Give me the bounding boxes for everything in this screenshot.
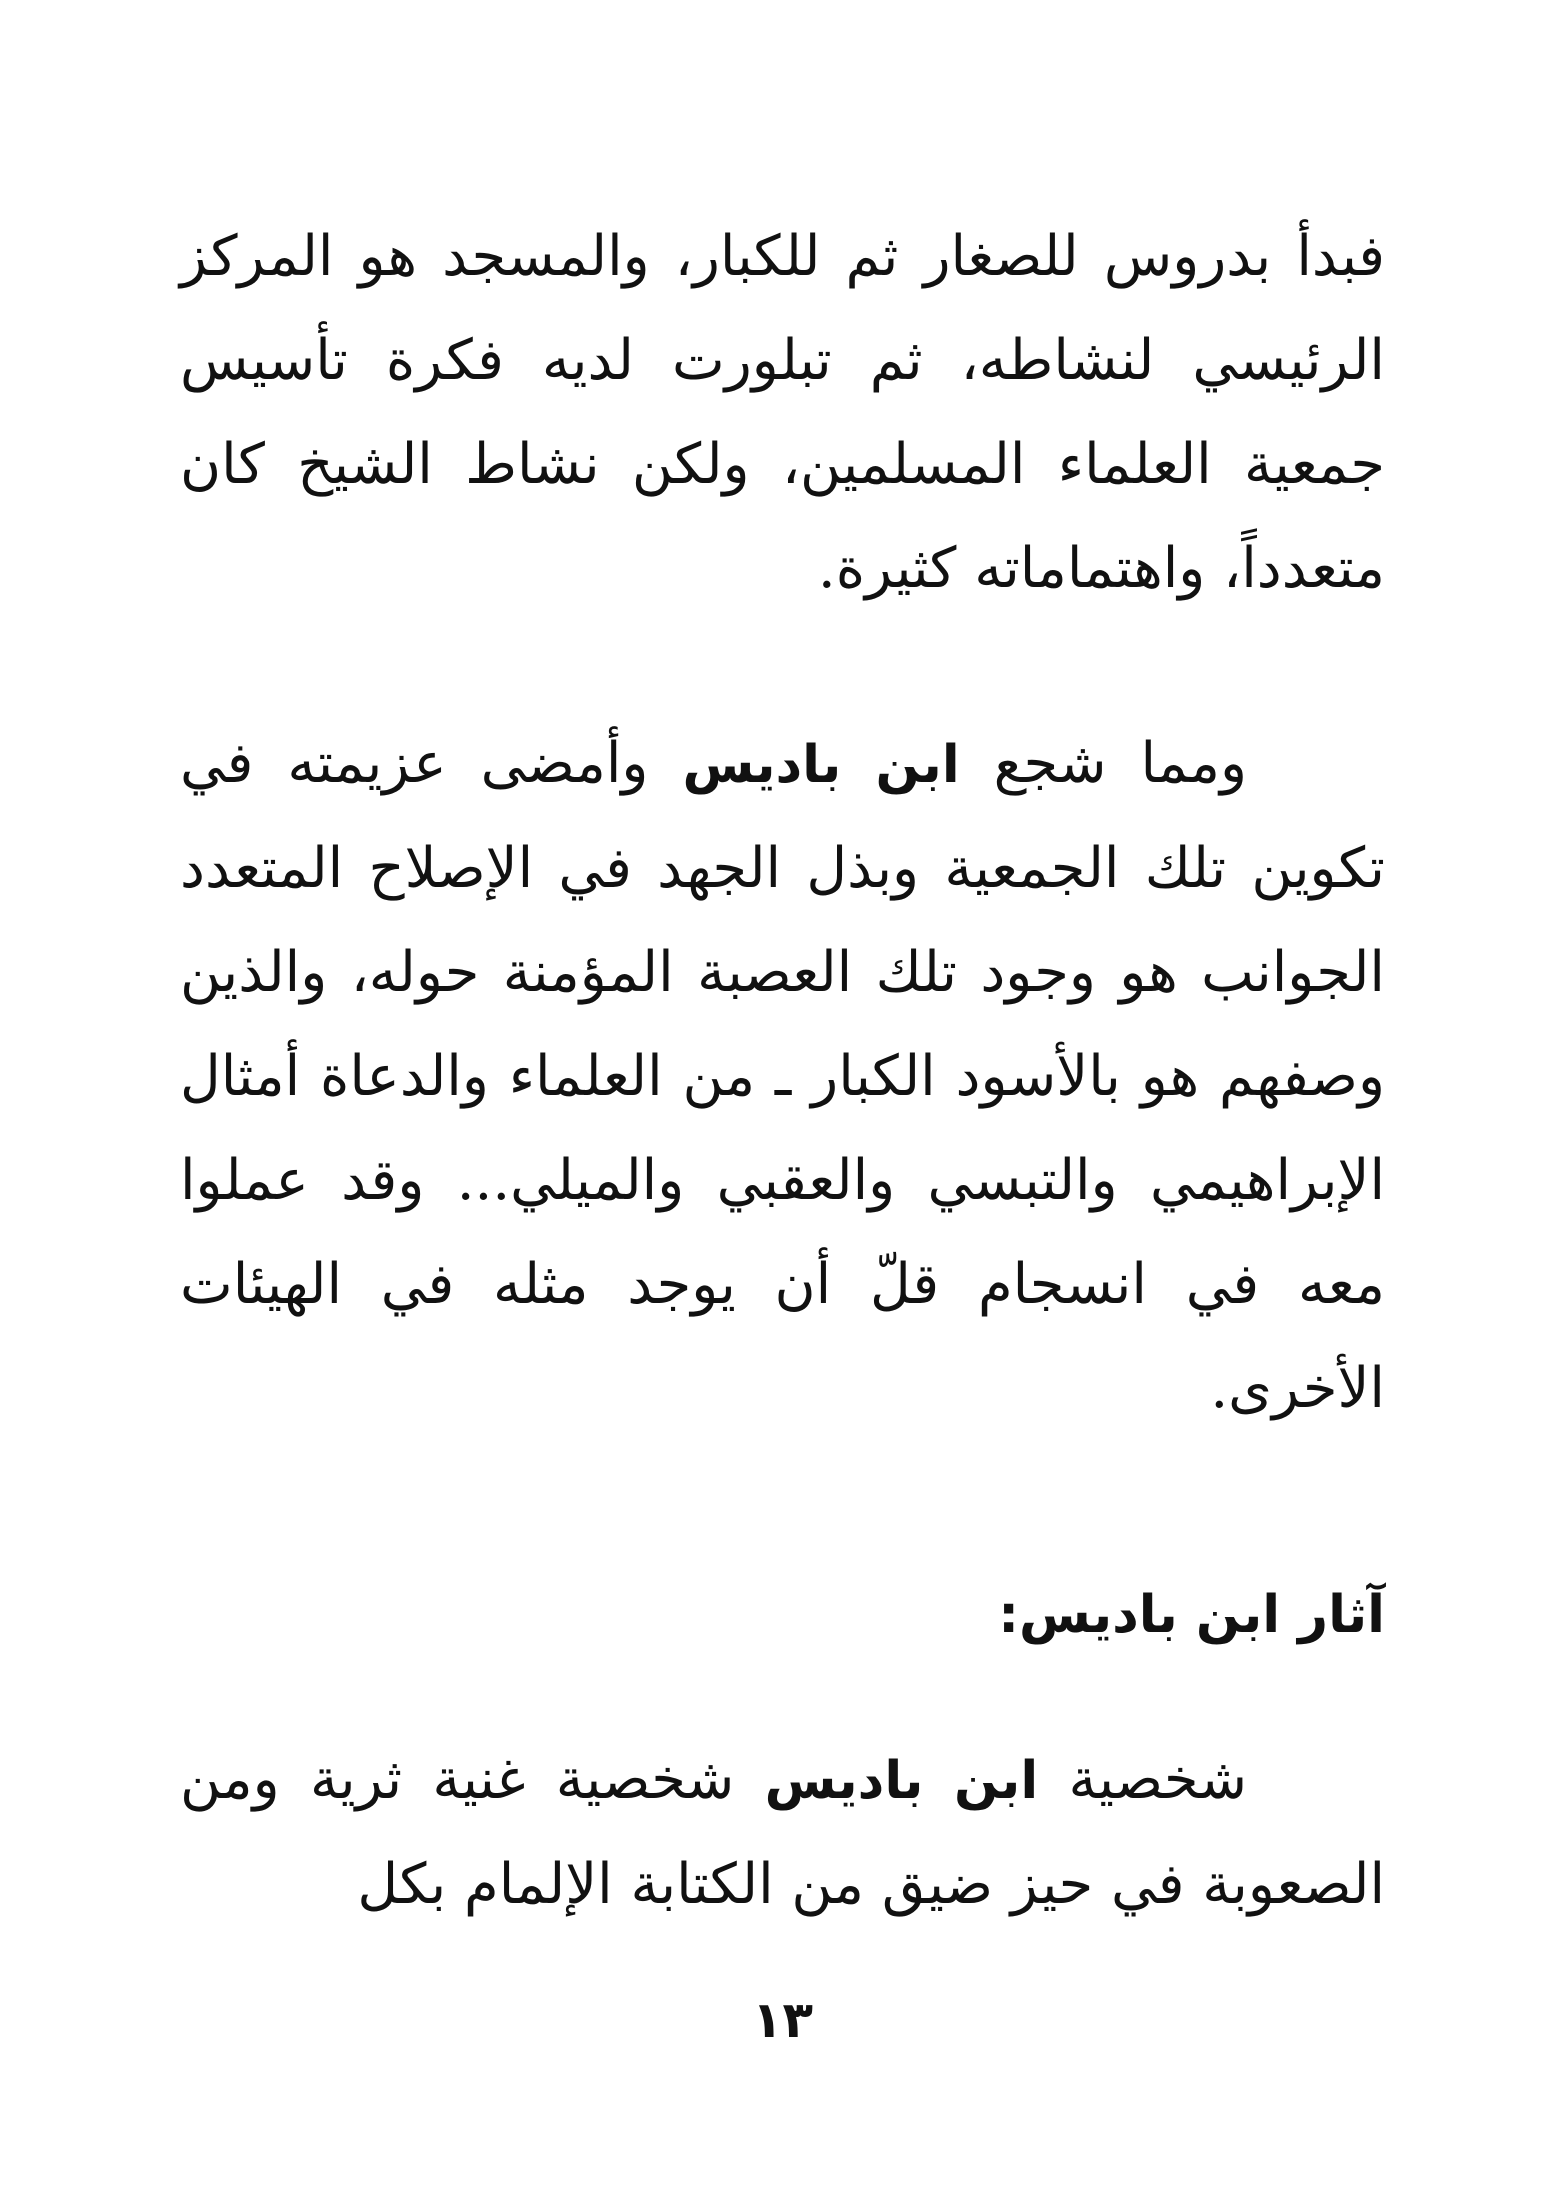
paragraph-3-text-start: شخصية [1038, 1747, 1247, 1812]
paragraph-3-text-end: شخصية غنية ثرية ومن الصعوبة في حيز ضيق من الكتابة الإلمام بكل [180, 1747, 1385, 1917]
paragraph-2-text-start: ومما شجع [959, 731, 1248, 796]
paragraph-3 [180, 1728, 1385, 1937]
paragraph-1: فبدأ بدروس للصغار ثم للكبار، والمسجد هو المركز الرئيسي لنشاطه، ثم تبلورت لديه فكرة تأسيس جمعية العلماء المسلمين، ولكن نشاط الشيخ كان متعدداً، واهتماماته كثيرة. [180, 224, 1385, 601]
paragraph-2-name: ابن باديس [682, 735, 960, 795]
paragraph-3-name: ابن باديس [764, 1751, 1039, 1811]
section-heading: آثار ابن باديس: [998, 1585, 1385, 1645]
paragraph-2-text-end: وأمضى عزيمته في تكوين تلك الجمعية وبذل الجهد في الإصلاح المتعدد الجوانب هو وجود تلك العصبة المؤمنة حوله، والذين وصفهم هو بالأسود الكبار ـ من العلماء والدعاة أمثال الإبراهيمي والتبسي والعقبي والميلي... وقد عملوا معه في انسجام قلّ أن يوجد مثله في الهيئات الأخرى. [180, 731, 1385, 1421]
page-number: ١٣ [751, 1991, 814, 2049]
paragraph-2 [180, 712, 1385, 1441]
